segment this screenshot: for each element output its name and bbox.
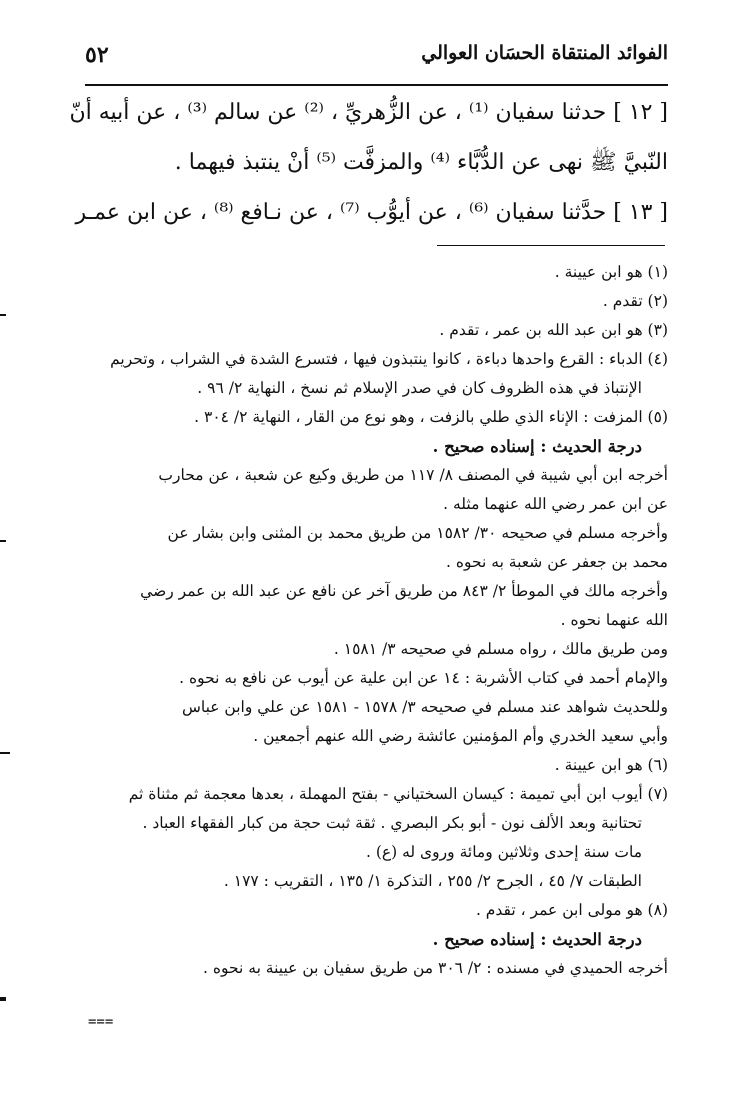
margin-tick xyxy=(0,314,6,316)
takhrij-line: وأبي سعيد الخدري وأم المؤمنين عائشة رضي الله عنهم أجمعين . xyxy=(253,727,668,745)
header-divider xyxy=(85,84,668,86)
takhrij-line: محمد بن جعفر عن شعبة به نحوه . xyxy=(446,553,668,571)
hadith-line: [ ١٢ ] حدثنا سفيان ⁽¹⁾ ، عن الزُّهريِّ ، ⁽²⁾ عن سالم ⁽³⁾ ، عن أبيه أنّ xyxy=(69,100,668,125)
takhrij-line: ومن طريق مالك ، رواه مسلم في صحيحه ٣/ ١٥٨١ . xyxy=(333,640,668,658)
takhrij-line: أخرجه الحميدي في مسنده : ٢/ ٣٠٦ من طريق سفيان بن عيينة به نحوه . xyxy=(203,959,668,977)
footnote-5: (٥) المزفت : الإناء الذي طلي بالزفت ، وهو نوع من القار ، النهاية ٢/ ٣٠٤ . xyxy=(194,408,668,426)
margin-tick xyxy=(0,540,6,542)
footnote-7-cont: الطبقات ٧/ ٤٥ ، الجرح ٢/ ٢٥٥ ، التذكرة ١/ ١٣٥ ، التقريب : ١٧٧ . xyxy=(223,872,642,890)
footnote-7-cont: مات سنة إحدى وثلاثين ومائة وروى له (ع) . xyxy=(365,843,642,861)
margin-tick xyxy=(0,752,10,754)
running-title: الفوائد المنتقاة الحسَان العوالي xyxy=(421,42,668,64)
hadith-line: [ ١٣ ] حدَّثنا سفيان ⁽⁶⁾ ، عن أيوُّب ⁽⁷⁾ ، عن نـافع ⁽⁸⁾ ، عن ابن عمـر xyxy=(75,200,668,225)
footnote-7: (٧) أيوب ابن أبي تميمة : كيسان السختياني - بفتح المهملة ، بعدها معجمة ثم مثناة ثم xyxy=(128,785,668,803)
takhrij-line: وأخرجه مسلم في صحيحه ٣٠/ ١٥٨٢ من طريق محمد بن المثنى وابن بشار عن xyxy=(167,524,668,542)
hadith-text xyxy=(69,88,668,238)
page-number: ٥٢ xyxy=(85,42,109,68)
footnote-4: (٤) الدباء : القرع واحدها دباءة ، كانوا ينتبذون فيها ، فتسرع الشدة في الشراب ، وتحريم xyxy=(110,350,668,368)
takhrij-line: الله عنهما نحوه . xyxy=(560,611,668,629)
footnote-8: (٨) هو مولى ابن عمر ، تقدم . xyxy=(475,901,668,919)
footnote-2: (٢) تقدم . xyxy=(602,292,668,310)
takhrij-line: وأخرجه مالك في الموطأ ٢/ ٨٤٣ من طريق آخر عن نافع عن عبد الله بن عمر رضي xyxy=(140,582,668,600)
footnote-3: (٣) هو ابن عبد الله بن عمر ، تقدم . xyxy=(439,321,668,339)
takhrij-line: والإمام أحمد في كتاب الأشربة : ١٤ عن ابن علية عن أيوب عن نافع به نحوه . xyxy=(179,669,668,687)
hadith-line: النّبيَّ ﷺ نهى عن الدُّبَّاء ⁽⁴⁾ والمزفَّت ⁽⁵⁾ أنْ ينتبذ فيهما . xyxy=(174,150,668,175)
footnote-1: (١) هو ابن عيينة . xyxy=(554,263,668,281)
footnote-7-cont: تحتانية وبعد الألف نون - أبو بكر البصري . ثقة ثبت حجة من كبار الفقهاء العباد . xyxy=(142,814,642,832)
hadith-grade: درجة الحديث : إسناده صحيح . xyxy=(432,930,642,949)
page-header xyxy=(85,38,668,80)
takhrij-line: وللحديث شواهد عند مسلم في صحيحه ٣/ ١٥٧٨ - ١٥٨١ عن علي وابن عباس xyxy=(181,698,668,716)
footnote-divider xyxy=(437,245,665,246)
footnotes xyxy=(85,258,668,983)
footnote-4-cont: الإنتباذ في هذه الظروف كان في صدر الإسلام ثم نسخ ، النهاية ٢/ ٩٦ . xyxy=(197,379,642,397)
margin-tick xyxy=(0,997,6,1001)
hadith-grade: درجة الحديث : إسناده صحيح . xyxy=(432,437,642,456)
footnote-6: (٦) هو ابن عيينة . xyxy=(554,756,668,774)
takhrij-line: عن ابن عمر رضي الله عنهما مثله . xyxy=(443,495,668,513)
end-mark: === xyxy=(88,1014,114,1030)
takhrij-line: أخرجه ابن أبي شيبة في المصنف ٨/ ١١٧ من طريق وكيع عن شعبة ، عن محارب xyxy=(158,466,668,484)
